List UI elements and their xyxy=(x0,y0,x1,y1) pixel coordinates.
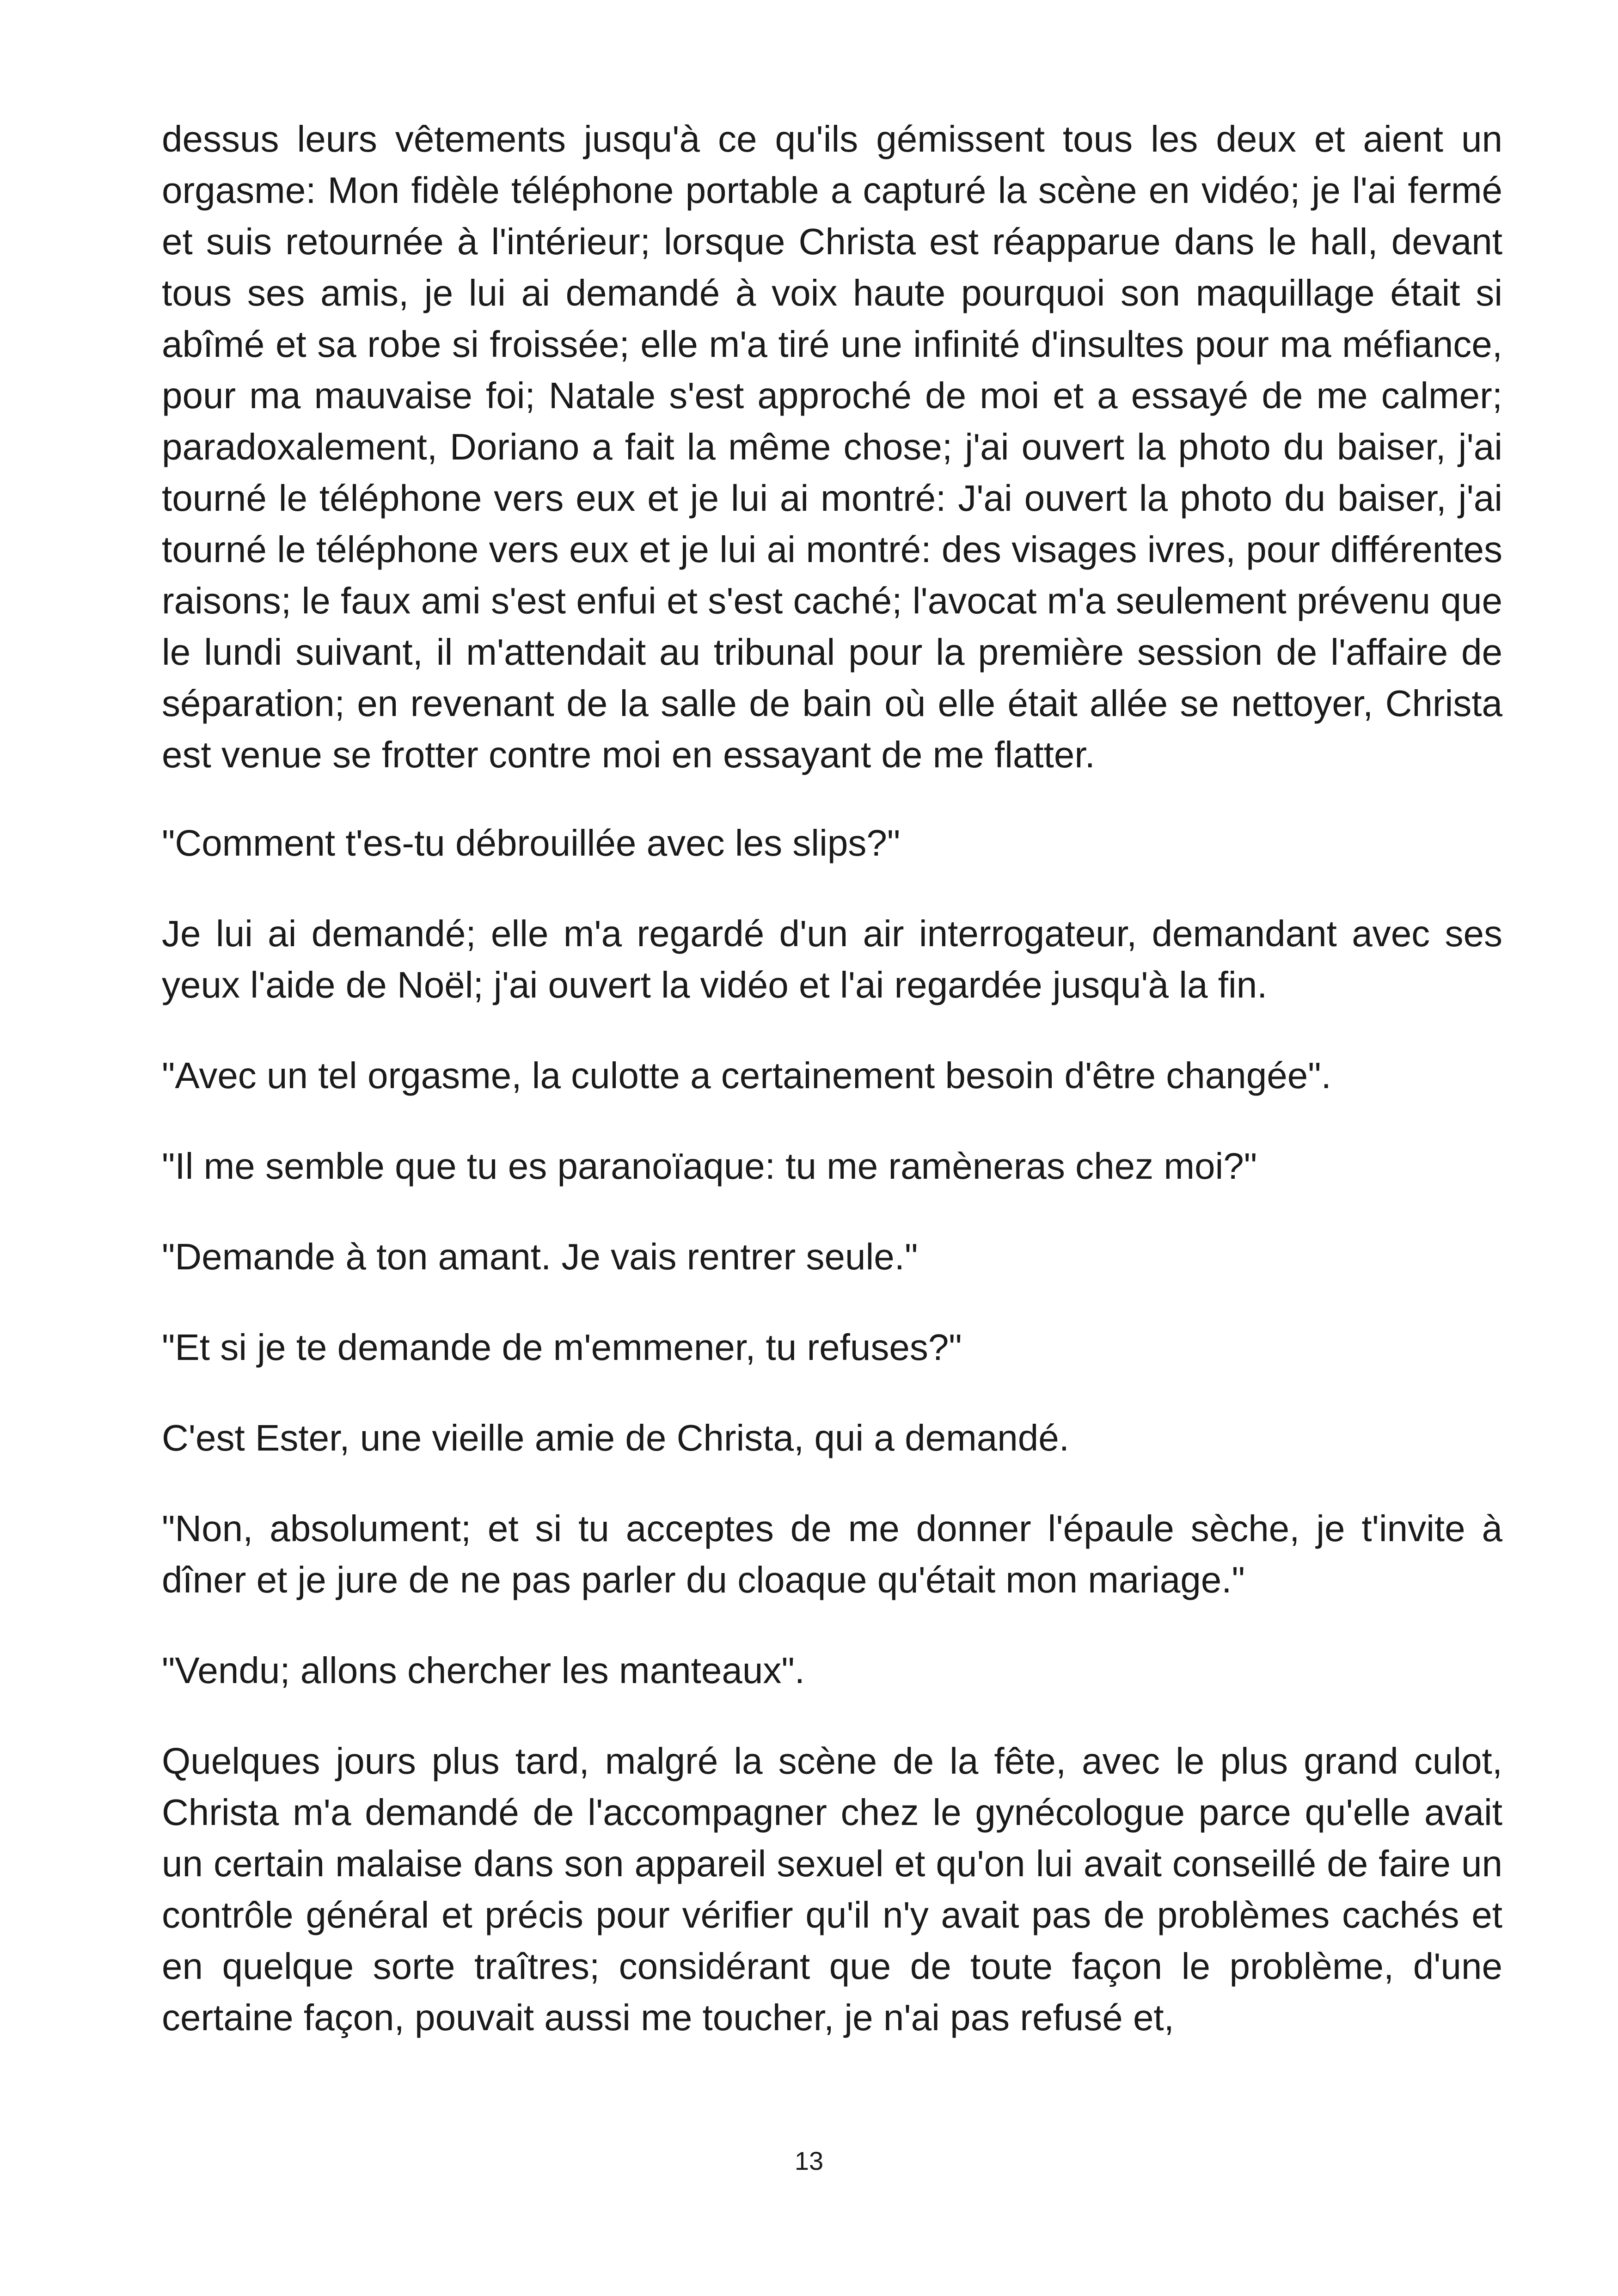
paragraph: "Et si je te demande de m'emmener, tu refuses?" xyxy=(162,1327,962,1368)
paragraph: "Demande à ton amant. Je vais rentrer seule." xyxy=(162,1236,918,1277)
paragraph: dessus leurs vêtements jusqu'à ce qu'ils gémissent tous les deux et aient un orgasme: Mon fidèle téléphone portable a capturé la scène en vidéo; je l'ai fermé et suis retournée à l'intérieur; lorsque Christa est réapparue dans le hall, devant tous ses amis, je lui ai demandé à voix haute pourquoi son maquillage était si abîmé et sa robe si froissée; elle m'a tiré une infinité d'insultes pour ma méfiance, pour ma mauvaise foi; Natale s'est approché de moi et a essayé de me calmer; paradoxalement, Doriano a fait la même chose; j'ai ouvert la photo du baiser, j'ai tourné le téléphone vers eux et je lui ai montré: J'ai ouvert la photo du baiser, j'ai tourné le téléphone vers eux et je lui ai montré: des visages ivres, pour différentes raisons; le faux ami s'est enfui et s'est caché; l'avocat m'a seulement prévenu que le lundi suivant, il m'attendait au tribunal pour la première session de l'affaire de séparation; en revenant de la salle de bain où elle était allée se nettoyer, Christa est venue se frotter contre moi en essayant de me flatter. xyxy=(162,118,1502,775)
page-body xyxy=(162,113,1502,2082)
paragraph: "Avec un tel orgasme, la culotte a certainement besoin d'être changée". xyxy=(162,1055,1331,1096)
paragraph: Quelques jours plus tard, malgré la scène de la fête, avec le plus grand culot, Christa m'a demandé de l'accompagner chez le gynécologue parce qu'elle avait un certain malaise dans son appareil sexuel et qu'on lui avait conseillé de faire un contrôle général et précis pour vérifier qu'il n'y avait pas de problèmes cachés et en quelque sorte traîtres; considérant que de toute façon le problème, d'une certaine façon, pouvait aussi me toucher, je n'ai pas refusé et, xyxy=(162,1740,1502,2038)
paragraph: "Non, absolument; et si tu acceptes de me donner l'épaule sèche, je t'invite à dîner et je jure de ne pas parler du cloaque qu'était mon mariage." xyxy=(162,1508,1502,1600)
paragraph: "Il me semble que tu es paranoïaque: tu me ramèneras chez moi?" xyxy=(162,1145,1257,1187)
paragraph: C'est Ester, une vieille amie de Christa, qui a demandé. xyxy=(162,1417,1069,1458)
page-number: 13 xyxy=(794,2146,824,2175)
paragraph: "Comment t'es-tu débrouillée avec les slips?" xyxy=(162,822,901,863)
paragraph: "Vendu; allons chercher les manteaux". xyxy=(162,1650,805,1691)
paragraph: Je lui ai demandé; elle m'a regardé d'un air interrogateur, demandant avec ses yeux l'aide de Noël; j'ai ouvert la vidéo et l'ai regardée jusqu'à la fin. xyxy=(162,913,1502,1005)
